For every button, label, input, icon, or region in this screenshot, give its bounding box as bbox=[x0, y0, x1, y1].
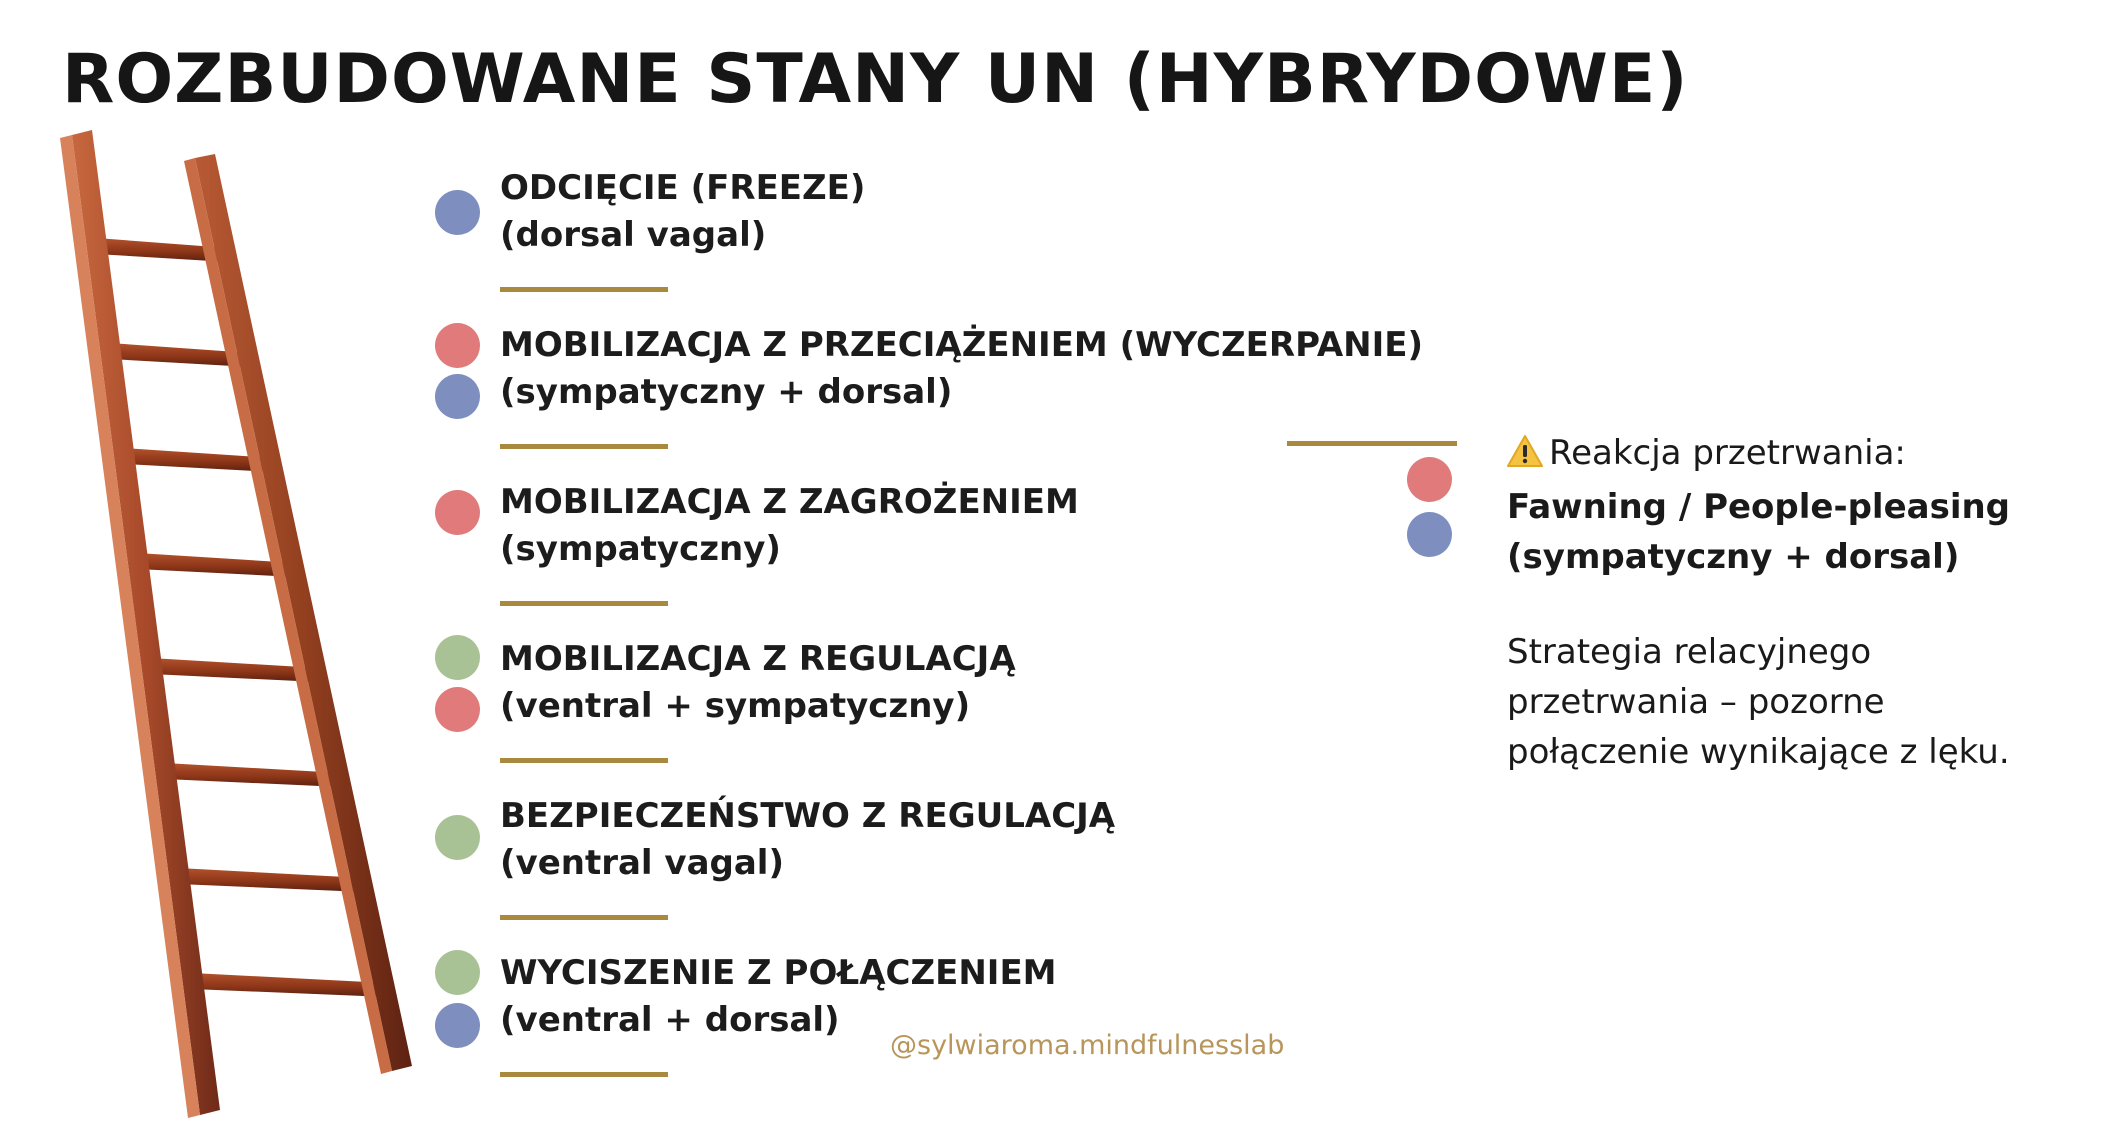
state-dot-blue bbox=[435, 1003, 480, 1048]
state-subtitle: (sympatyczny) bbox=[500, 529, 781, 569]
survival-reaction-note bbox=[1507, 428, 2067, 777]
state-divider bbox=[500, 758, 668, 763]
state-subtitle: (ventral + dorsal) bbox=[500, 1000, 840, 1040]
warning-icon bbox=[1507, 432, 1543, 482]
state-dot-red bbox=[435, 687, 480, 732]
state-subtitle: (dorsal vagal) bbox=[500, 215, 767, 255]
state-name: ODCIĘCIE (FREEZE) bbox=[500, 168, 866, 208]
state-dot-green bbox=[435, 950, 480, 995]
state-item bbox=[500, 793, 1115, 887]
ladder-rung bbox=[192, 973, 387, 997]
state-divider bbox=[500, 601, 668, 606]
state-divider bbox=[500, 1072, 668, 1077]
ladder-illustration bbox=[60, 130, 420, 1120]
state-subtitle: (ventral + sympatyczny) bbox=[500, 686, 971, 726]
state-dot-blue bbox=[435, 190, 480, 235]
state-name: MOBILIZACJA Z PRZECIĄŻENIEM (WYCZERPANIE) bbox=[500, 325, 1424, 365]
note-lead: Reakcja przetrwania: bbox=[1549, 433, 1906, 473]
state-dot-red bbox=[435, 323, 480, 368]
note-description: Strategia relacyjnego przetrwania – pozorne połączenie wynikające z lęku. bbox=[1507, 632, 2010, 772]
note-subtitle: (sympatyczny + dorsal) bbox=[1507, 537, 1960, 577]
state-name: WYCISZENIE Z POŁĄCZENIEM bbox=[500, 953, 1057, 993]
state-divider bbox=[500, 287, 668, 292]
state-item bbox=[500, 636, 1016, 730]
state-dot-green bbox=[435, 815, 480, 860]
state-dot-red bbox=[435, 490, 480, 535]
page-title: ROZBUDOWANE STANY UN (HYBRYDOWE) bbox=[62, 40, 1689, 119]
state-item bbox=[500, 322, 1423, 416]
state-divider bbox=[500, 915, 668, 920]
state-divider bbox=[500, 444, 668, 449]
state-subtitle: (sympatyczny + dorsal) bbox=[500, 372, 953, 412]
author-credit: @sylwiaroma.mindfulnesslab bbox=[890, 1030, 1285, 1061]
state-name: MOBILIZACJA Z REGULACJĄ bbox=[500, 639, 1016, 679]
state-item bbox=[500, 479, 1079, 573]
state-subtitle: (ventral vagal) bbox=[500, 843, 785, 883]
note-dot-2 bbox=[1407, 512, 1452, 557]
note-title: Fawning / People-pleasing bbox=[1507, 487, 2011, 527]
state-dot-blue bbox=[435, 374, 480, 419]
divider-line bbox=[1287, 441, 1457, 446]
state-name: MOBILIZACJA Z ZAGROŻENIEM bbox=[500, 482, 1079, 522]
state-name: BEZPIECZEŃSTWO Z REGULACJĄ bbox=[500, 796, 1116, 836]
state-dot-green bbox=[435, 635, 480, 680]
ladder-rung bbox=[178, 868, 364, 892]
state-item bbox=[500, 165, 865, 259]
note-dot-1 bbox=[1407, 457, 1452, 502]
